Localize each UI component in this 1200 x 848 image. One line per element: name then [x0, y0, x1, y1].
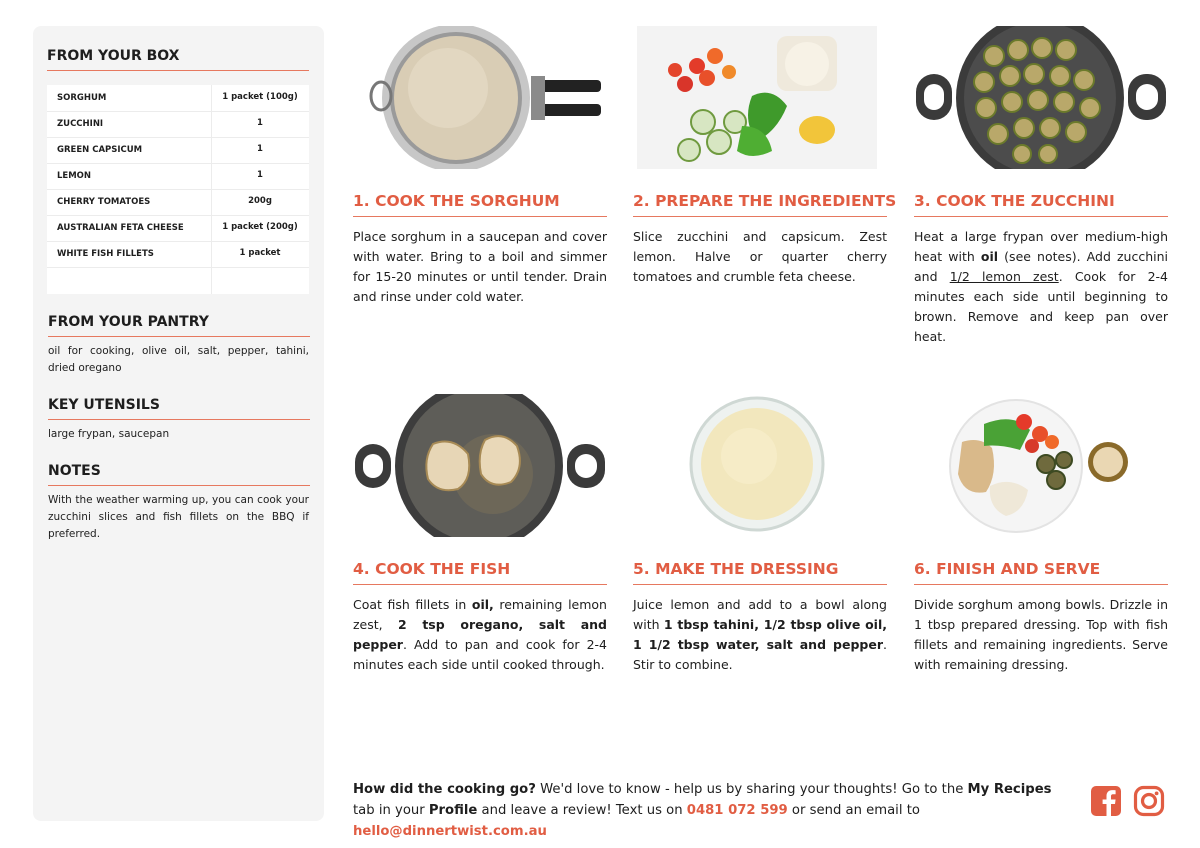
ingredients-table — [47, 85, 309, 294]
step-5-text — [633, 595, 887, 675]
text-run: Juice lemon and add to a bowl along with — [633, 597, 887, 632]
text-run: . Cook for 2-4 minutes each side until beginning to brown. Remove and keep pan over heat. — [914, 269, 1169, 344]
step-1-text: Place sorghum in a saucepan and cover with water. Bring to a boil and simmer for 15-20 minutes or until tender. Drain and rinse under cold water. — [353, 229, 607, 304]
email-link[interactable]: hello@dinnertwist.com.au — [353, 824, 547, 839]
facebook-icon[interactable] — [1090, 785, 1122, 817]
zucchini-frypan-photo — [914, 26, 1168, 169]
step-6-title: 6. FINISH AND SERVE — [914, 560, 1101, 578]
table-row — [47, 111, 309, 138]
ingredient-qty: 1 packet — [239, 248, 281, 258]
text-run: Heat a large frypan over medium-high heat with — [914, 229, 1168, 264]
ingredient-name: WHITE FISH FILLETS — [57, 249, 154, 259]
ingredients-sidebar — [33, 26, 324, 821]
table-row — [47, 215, 309, 242]
divider — [47, 70, 309, 71]
ingredient-name: LEMON — [57, 171, 92, 181]
step-divider — [353, 216, 607, 217]
ingredient-qty: 1 — [257, 170, 263, 180]
ingredient-qty: 1 — [257, 118, 263, 128]
emphasis: oil — [980, 249, 999, 264]
my-recipes-label: My Recipes — [967, 782, 1052, 797]
notes-heading: NOTES — [48, 463, 101, 479]
table-row — [47, 85, 309, 112]
step-divider — [633, 584, 887, 585]
phone-link[interactable]: 0481 072 599 — [686, 803, 788, 818]
table-row — [47, 163, 309, 190]
step-divider — [633, 216, 887, 217]
step-1-title: 1. COOK THE SORGHUM — [353, 192, 560, 210]
feedback-question: How did the cooking go? — [353, 782, 536, 797]
table-row — [47, 137, 309, 164]
step-6-text: Divide sorghum among bowls. Drizzle in 1 tbsp prepared dressing. Top with fish fillets and remaining ingredients. Serve with remaining dressing. — [914, 597, 1168, 672]
text-run: remaining lemon zest, — [353, 597, 607, 632]
divider — [48, 485, 310, 486]
pantry-text: oil for cooking, olive oil, salt, pepper, tahini, dried oregano — [48, 345, 309, 374]
ingredient-qty: 1 packet (100g) — [222, 92, 298, 102]
text-run: and leave a review! Text us on — [477, 803, 687, 818]
profile-label: Profile — [428, 803, 478, 818]
from-your-pantry-heading: FROM YOUR PANTRY — [48, 314, 209, 330]
text-run: (see notes). Add zucchini and — [914, 249, 1168, 284]
divider — [48, 336, 310, 337]
ingredient-name: CHERRY TOMATOES — [57, 197, 151, 207]
step-divider — [914, 216, 1168, 217]
step-3-title: 3. COOK THE ZUCCHINI — [914, 192, 1115, 210]
text-run: . Stir to combine. — [633, 637, 887, 672]
step-4-text — [353, 595, 607, 675]
text-run: tab in your — [353, 803, 429, 818]
finished-plate-photo — [914, 394, 1168, 537]
step-5-title: 5. MAKE THE DRESSING — [633, 560, 839, 578]
utensils-text: large frypan, saucepan — [48, 428, 170, 440]
ingredient-qty: 200g — [248, 196, 272, 206]
ingredient-name: ZUCCHINI — [57, 119, 104, 129]
table-row — [47, 189, 309, 216]
text-run: or send an email to — [787, 803, 920, 818]
emphasis: oil, — [471, 597, 494, 612]
text-run: . Add to pan and cook for 2-4 minutes each side until cooked through. — [353, 637, 607, 672]
feedback-footer — [353, 779, 1073, 842]
emphasis: 1 tbsp tahini, 1/2 tbsp olive oil, 1 1/2 tbsp water, salt and pepper — [633, 617, 887, 652]
step-4-title: 4. COOK THE FISH — [353, 560, 511, 578]
text-run: Coat fish fillets in — [353, 597, 472, 612]
step-3-text — [914, 227, 1168, 347]
text-run: We'd love to know - help us by sharing your thoughts! Go to the — [535, 782, 968, 797]
dressing-bowl-photo — [633, 394, 887, 537]
step-2-text: Slice zucchini and capsicum. Zest lemon. Halve or quarter cherry tomatoes and crumble feta cheese. — [633, 229, 887, 284]
table-row — [47, 241, 309, 268]
ingredient-qty: 1 — [257, 144, 263, 154]
ingredient-name: SORGHUM — [57, 93, 107, 103]
step-divider — [353, 584, 607, 585]
sorghum-saucepan-photo — [353, 26, 607, 169]
notes-text: With the weather warming up, you can cook your zucchini slices and fish fillets on the BBQ if preferred. — [48, 494, 309, 540]
key-utensils-heading: KEY UTENSILS — [48, 397, 160, 413]
ingredient-name: GREEN CAPSICUM — [57, 145, 143, 155]
underlined-text: 1/2 lemon zest — [949, 269, 1059, 284]
prepared-ingredients-photo — [637, 26, 877, 169]
ingredient-qty: 1 packet (200g) — [222, 222, 298, 232]
instagram-icon[interactable] — [1133, 785, 1165, 817]
divider — [48, 419, 310, 420]
step-divider — [914, 584, 1168, 585]
from-your-box-heading: FROM YOUR BOX — [47, 48, 180, 64]
emphasis: 2 tsp oregano, salt and pepper — [353, 617, 607, 652]
step-2-title: 2. PREPARE THE INGREDIENTS — [633, 192, 897, 210]
ingredient-name: AUSTRALIAN FETA CHEESE — [57, 223, 184, 233]
fish-frypan-photo — [353, 394, 607, 537]
